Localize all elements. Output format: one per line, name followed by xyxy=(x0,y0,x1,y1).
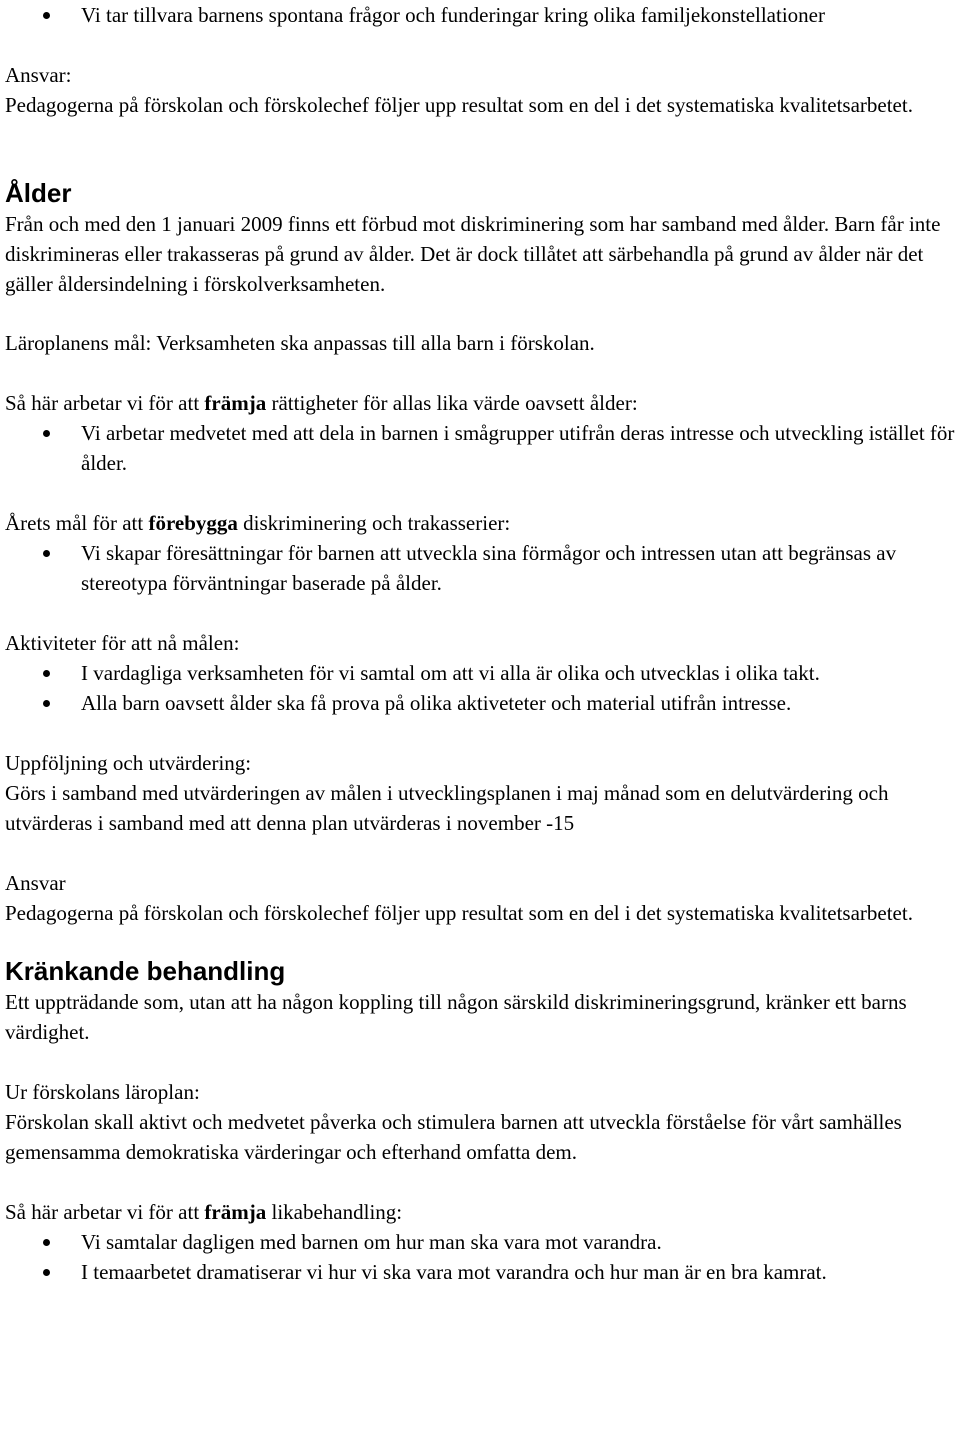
list-item: Alla barn oavsett ålder ska få prova på olika aktiveteter och material utifrån intresse. xyxy=(5,688,957,718)
intro-bullet-list xyxy=(5,0,957,30)
bullet-icon xyxy=(43,430,50,437)
ansvar-label-2: Ansvar xyxy=(5,871,66,895)
bullet-icon xyxy=(43,12,50,19)
bullet-icon xyxy=(43,670,50,677)
alder-forebygga-heading: Årets mål för att förebygga diskriminering och trakasserier: xyxy=(5,511,511,535)
ansvar-text: Pedagogerna på förskolan och förskolechef följer upp resultat som en del i det systematiska kvalitetsarbetet. xyxy=(5,93,913,117)
aktiviteter-label: Aktiviteter för att nå målen: xyxy=(5,631,240,655)
bullet-icon xyxy=(43,550,50,557)
ansvar-text-2: Pedagogerna på förskolan och förskolechef följer upp resultat som en del i det systematiska kvalitetsarbetet. xyxy=(5,901,913,925)
list-item: I temaarbetet dramatiserar vi hur vi ska vara mot varandra och hur man är en bra kamrat. xyxy=(5,1257,957,1287)
krankande-list xyxy=(5,1227,957,1287)
laroplan-text: Förskolan skall aktivt och medvetet påverka och stimulera barnen att utveckla förståelse för vårt samhälles gemensamma demokratiska värderingar och efterhand omfatta dem. xyxy=(5,1110,902,1164)
krankande-framja-heading: Så här arbetar vi för att främja likabehandling: xyxy=(5,1200,403,1224)
bullet-icon xyxy=(43,700,50,707)
krankande-definition: Ett uppträdande som, utan att ha någon koppling till någon särskild diskrimineringsgrund, kränker ett barns värdighet. xyxy=(5,990,907,1044)
list-item: Vi arbetar medvetet med att dela in barnen i smågrupper utifrån deras intresse och utveckling istället för ålder. xyxy=(5,418,957,478)
alder-laroplan: Läroplanens mål: Verksamheten ska anpassas till alla barn i förskolan. xyxy=(5,331,595,355)
alder-intro: Från och med den 1 januari 2009 finns ett förbud mot diskriminering som har samband med ålder. Barn får inte diskrimineras eller trakasseras på grund av ålder. Det är dock tillåtet att särbehandla på grund av ålder när det gäller åldersindelning i förskolverksamheten. xyxy=(5,212,941,296)
alder-forebygga-list xyxy=(5,538,957,598)
uppfoljning-label: Uppföljning och utvärdering: xyxy=(5,751,252,775)
aktiviteter-list xyxy=(5,658,957,718)
list-item: Vi samtalar dagligen med barnen om hur man ska vara mot varandra. xyxy=(5,1227,957,1257)
list-item: Vi tar tillvara barnens spontana frågor och funderingar kring olika familjekonstellationer xyxy=(5,0,957,30)
section-heading-krankande: Kränkande behandling xyxy=(5,956,286,986)
list-item: I vardagliga verksamheten för vi samtal om att vi alla är olika och utvecklas i olika takt. xyxy=(5,658,957,688)
section-heading-alder: Ålder xyxy=(5,178,72,208)
uppfoljning-text: Görs i samband med utvärderingen av målen i utvecklingsplanen i maj månad som en delutvärdering och utvärderas i samband med att denna plan utvärderas i november -15 xyxy=(5,781,889,835)
list-item: Vi skapar föresättningar för barnen att utveckla sina förmågor och intressen utan att begränsas av stereotypa förväntningar baserade på ålder. xyxy=(5,538,957,598)
bullet-icon xyxy=(43,1269,50,1276)
ansvar-label: Ansvar: xyxy=(5,63,72,87)
alder-framja-list xyxy=(5,418,957,478)
bullet-icon xyxy=(43,1239,50,1246)
laroplan-label: Ur förskolans läroplan: xyxy=(5,1080,200,1104)
document-page xyxy=(5,0,957,1287)
alder-framja-heading: Så här arbetar vi för att främja rättigheter för allas lika värde oavsett ålder: xyxy=(5,391,638,415)
